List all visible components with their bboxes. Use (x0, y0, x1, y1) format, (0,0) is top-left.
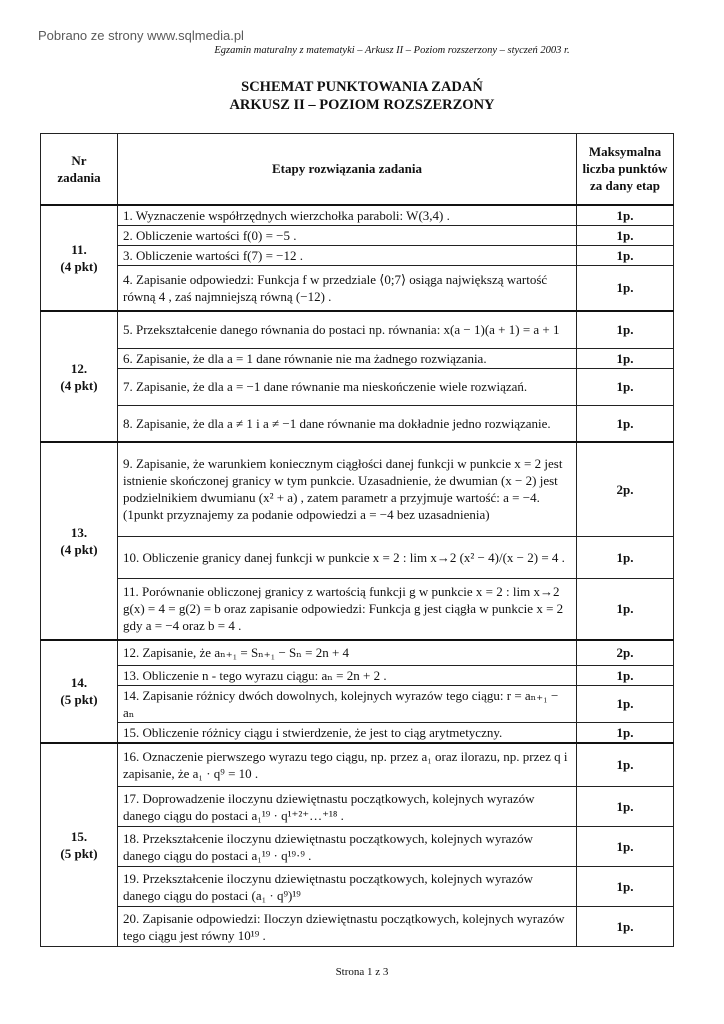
step-17-text: 17. Doprowadzenie iloczynu dziewiętnastu początkowych, kolejnych wyrazów danego ciągu do postaci a₁¹⁹ · q¹⁺²⁺…⁺¹⁸ . (118, 787, 577, 827)
step-8-points: 1p. (577, 405, 674, 442)
scoring-table (40, 133, 674, 947)
step-3-points: 1p. (577, 245, 674, 265)
table-row (41, 665, 674, 685)
table-row (41, 743, 674, 787)
task-12-cell: 12. (4 pkt) (41, 311, 118, 442)
header-row (41, 134, 674, 205)
step-4-points: 1p. (577, 265, 674, 311)
table-row (41, 787, 674, 827)
table-row (41, 265, 674, 311)
header-steps: Etapy rozwiązania zadania (118, 134, 577, 205)
task-11-cell: 11. (4 pkt) (41, 205, 118, 312)
table-row (41, 640, 674, 665)
table-row (41, 405, 674, 442)
step-19-points: 1p. (577, 867, 674, 907)
step-18-text: 18. Przekształcenie iloczynu dziewiętnastu początkowych, kolejnych wyrazów danego ciągu do postaci a₁¹⁹ · q¹⁹·⁹ . (118, 827, 577, 867)
page-footer: Strona 1 z 3 (335, 966, 389, 978)
watermark: Pobrano ze strony www.sqlmedia.pl (38, 28, 244, 43)
table-row (41, 578, 674, 640)
step-4-text: 4. Zapisanie odpowiedzi: Funkcja f w przedziale ⟨0;7⟩ osiąga największą wartość równą 4 , zaś najmniejszą równą (−12) . (118, 265, 577, 311)
step-9-text: 9. Zapisanie, że warunkiem koniecznym ciągłości danej funkcji w punkcie x = 2 jest istnienie skończonej granicy w tym punkcie. Uzasadnienie, że dwumian (x − 2) jest podzielnikiem dwumianu (x² + a) , zatem parametr a przyjmuje wartość: a = −4. (1punkt przyznajemy za podanie odpowiedzi a = −4 bez uzasadnienia) (118, 442, 577, 536)
step-2-text: 2. Obliczenie wartości f(0) = −5 . (118, 225, 577, 245)
step-7-text: 7. Zapisanie, że dla a = −1 dane równanie ma nieskończenie wiele rozwiązań. (118, 368, 577, 405)
table-row (41, 442, 674, 536)
step-11-points: 1p. (577, 578, 674, 640)
header-task-number: Nr zadania (41, 134, 118, 205)
step-18-points: 1p. (577, 827, 674, 867)
step-19-text: 19. Przekształcenie iloczynu dziewiętnastu początkowych, kolejnych wyrazów danego ciągu do postaci (a₁ · q⁹)¹⁹ (118, 867, 577, 907)
step-6-text: 6. Zapisanie, że dla a = 1 dane równanie nie ma żadnego rozwiązania. (118, 348, 577, 368)
table-row (41, 867, 674, 907)
step-20-text: 20. Zapisanie odpowiedzi: Iloczyn dziewiętnastu początkowych, kolejnych wyrazów tego ciągu jest równy 10¹⁹ . (118, 907, 577, 947)
page-title (0, 78, 724, 114)
step-10-points: 1p. (577, 536, 674, 578)
table-row (41, 205, 674, 226)
table-row (41, 245, 674, 265)
step-16-text: 16. Oznaczenie pierwszego wyrazu tego ciągu, np. przez a₁ oraz ilorazu, np. przez q i zapisanie, że a₁ · q⁹ = 10 . (118, 743, 577, 787)
title-line-2: ARKUSZ II – POZIOM ROZSZERZONY (229, 97, 495, 113)
step-3-text: 3. Obliczenie wartości f(7) = −12 . (118, 245, 577, 265)
step-13-text: 13. Obliczenie n - tego wyrazu ciągu: aₙ = 2n + 2 . (118, 665, 577, 685)
task-14-cell: 14. (5 pkt) (41, 640, 118, 743)
table-row (41, 536, 674, 578)
step-10-text: 10. Obliczenie granicy danej funkcji w punkcie x = 2 : lim x→2 (x² − 4)/(x − 2) = 4 . (118, 536, 577, 578)
table-row (41, 827, 674, 867)
step-15-points: 1p. (577, 722, 674, 743)
table-row (41, 348, 674, 368)
step-9-points: 2p. (577, 442, 674, 536)
task-13-cell: 13. (4 pkt) (41, 442, 118, 640)
step-14-points: 1p. (577, 685, 674, 722)
table-row (41, 685, 674, 722)
step-17-points: 1p. (577, 787, 674, 827)
step-6-points: 1p. (577, 348, 674, 368)
step-13-points: 1p. (577, 665, 674, 685)
table-row (41, 368, 674, 405)
step-8-text: 8. Zapisanie, że dla a ≠ 1 i a ≠ −1 dane równanie ma dokładnie jedno rozwiązanie. (118, 405, 577, 442)
table-row (41, 907, 674, 947)
header-max-points: Maksymalna liczba punktów za dany etap (577, 134, 674, 205)
step-16-points: 1p. (577, 743, 674, 787)
step-5-points: 1p. (577, 311, 674, 348)
title-line-1: SCHEMAT PUNKTOWANIA ZADAŃ (241, 79, 483, 95)
table-row (41, 311, 674, 348)
step-1-text: 1. Wyznaczenie współrzędnych wierzchołka paraboli: W(3,4) . (118, 205, 577, 226)
running-head: Egzamin maturalny z matematyki – Arkusz II – Poziom rozszerzony – styczeń 2003 r. (214, 45, 570, 56)
table-row (41, 722, 674, 743)
step-5-text: 5. Przekształcenie danego równania do postaci np. równania: x(a − 1)(a + 1) = a + 1 (118, 311, 577, 348)
step-7-points: 1p. (577, 368, 674, 405)
step-1-points: 1p. (577, 205, 674, 226)
table-row (41, 225, 674, 245)
step-20-points: 1p. (577, 907, 674, 947)
step-12-points: 2p. (577, 640, 674, 665)
step-15-text: 15. Obliczenie różnicy ciągu i stwierdzenie, że jest to ciąg arytmetyczny. (118, 722, 577, 743)
step-11-text: 11. Porównanie obliczonej granicy z wartością funkcji g w punkcie x = 2 : lim x→2 g(x) = 4 = g(2) = b oraz zapisanie odpowiedzi: Funkcja g jest ciągła w punkcie x = 2 gdy a = −4 oraz b = 4 . (118, 578, 577, 640)
step-2-points: 1p. (577, 225, 674, 245)
task-15-cell: 15. (5 pkt) (41, 743, 118, 947)
step-12-text: 12. Zapisanie, że aₙ₊₁ = Sₙ₊₁ − Sₙ = 2n + 4 (118, 640, 577, 665)
step-14-text: 14. Zapisanie różnicy dwóch dowolnych, kolejnych wyrazów tego ciągu: r = aₙ₊₁ − aₙ (118, 685, 577, 722)
